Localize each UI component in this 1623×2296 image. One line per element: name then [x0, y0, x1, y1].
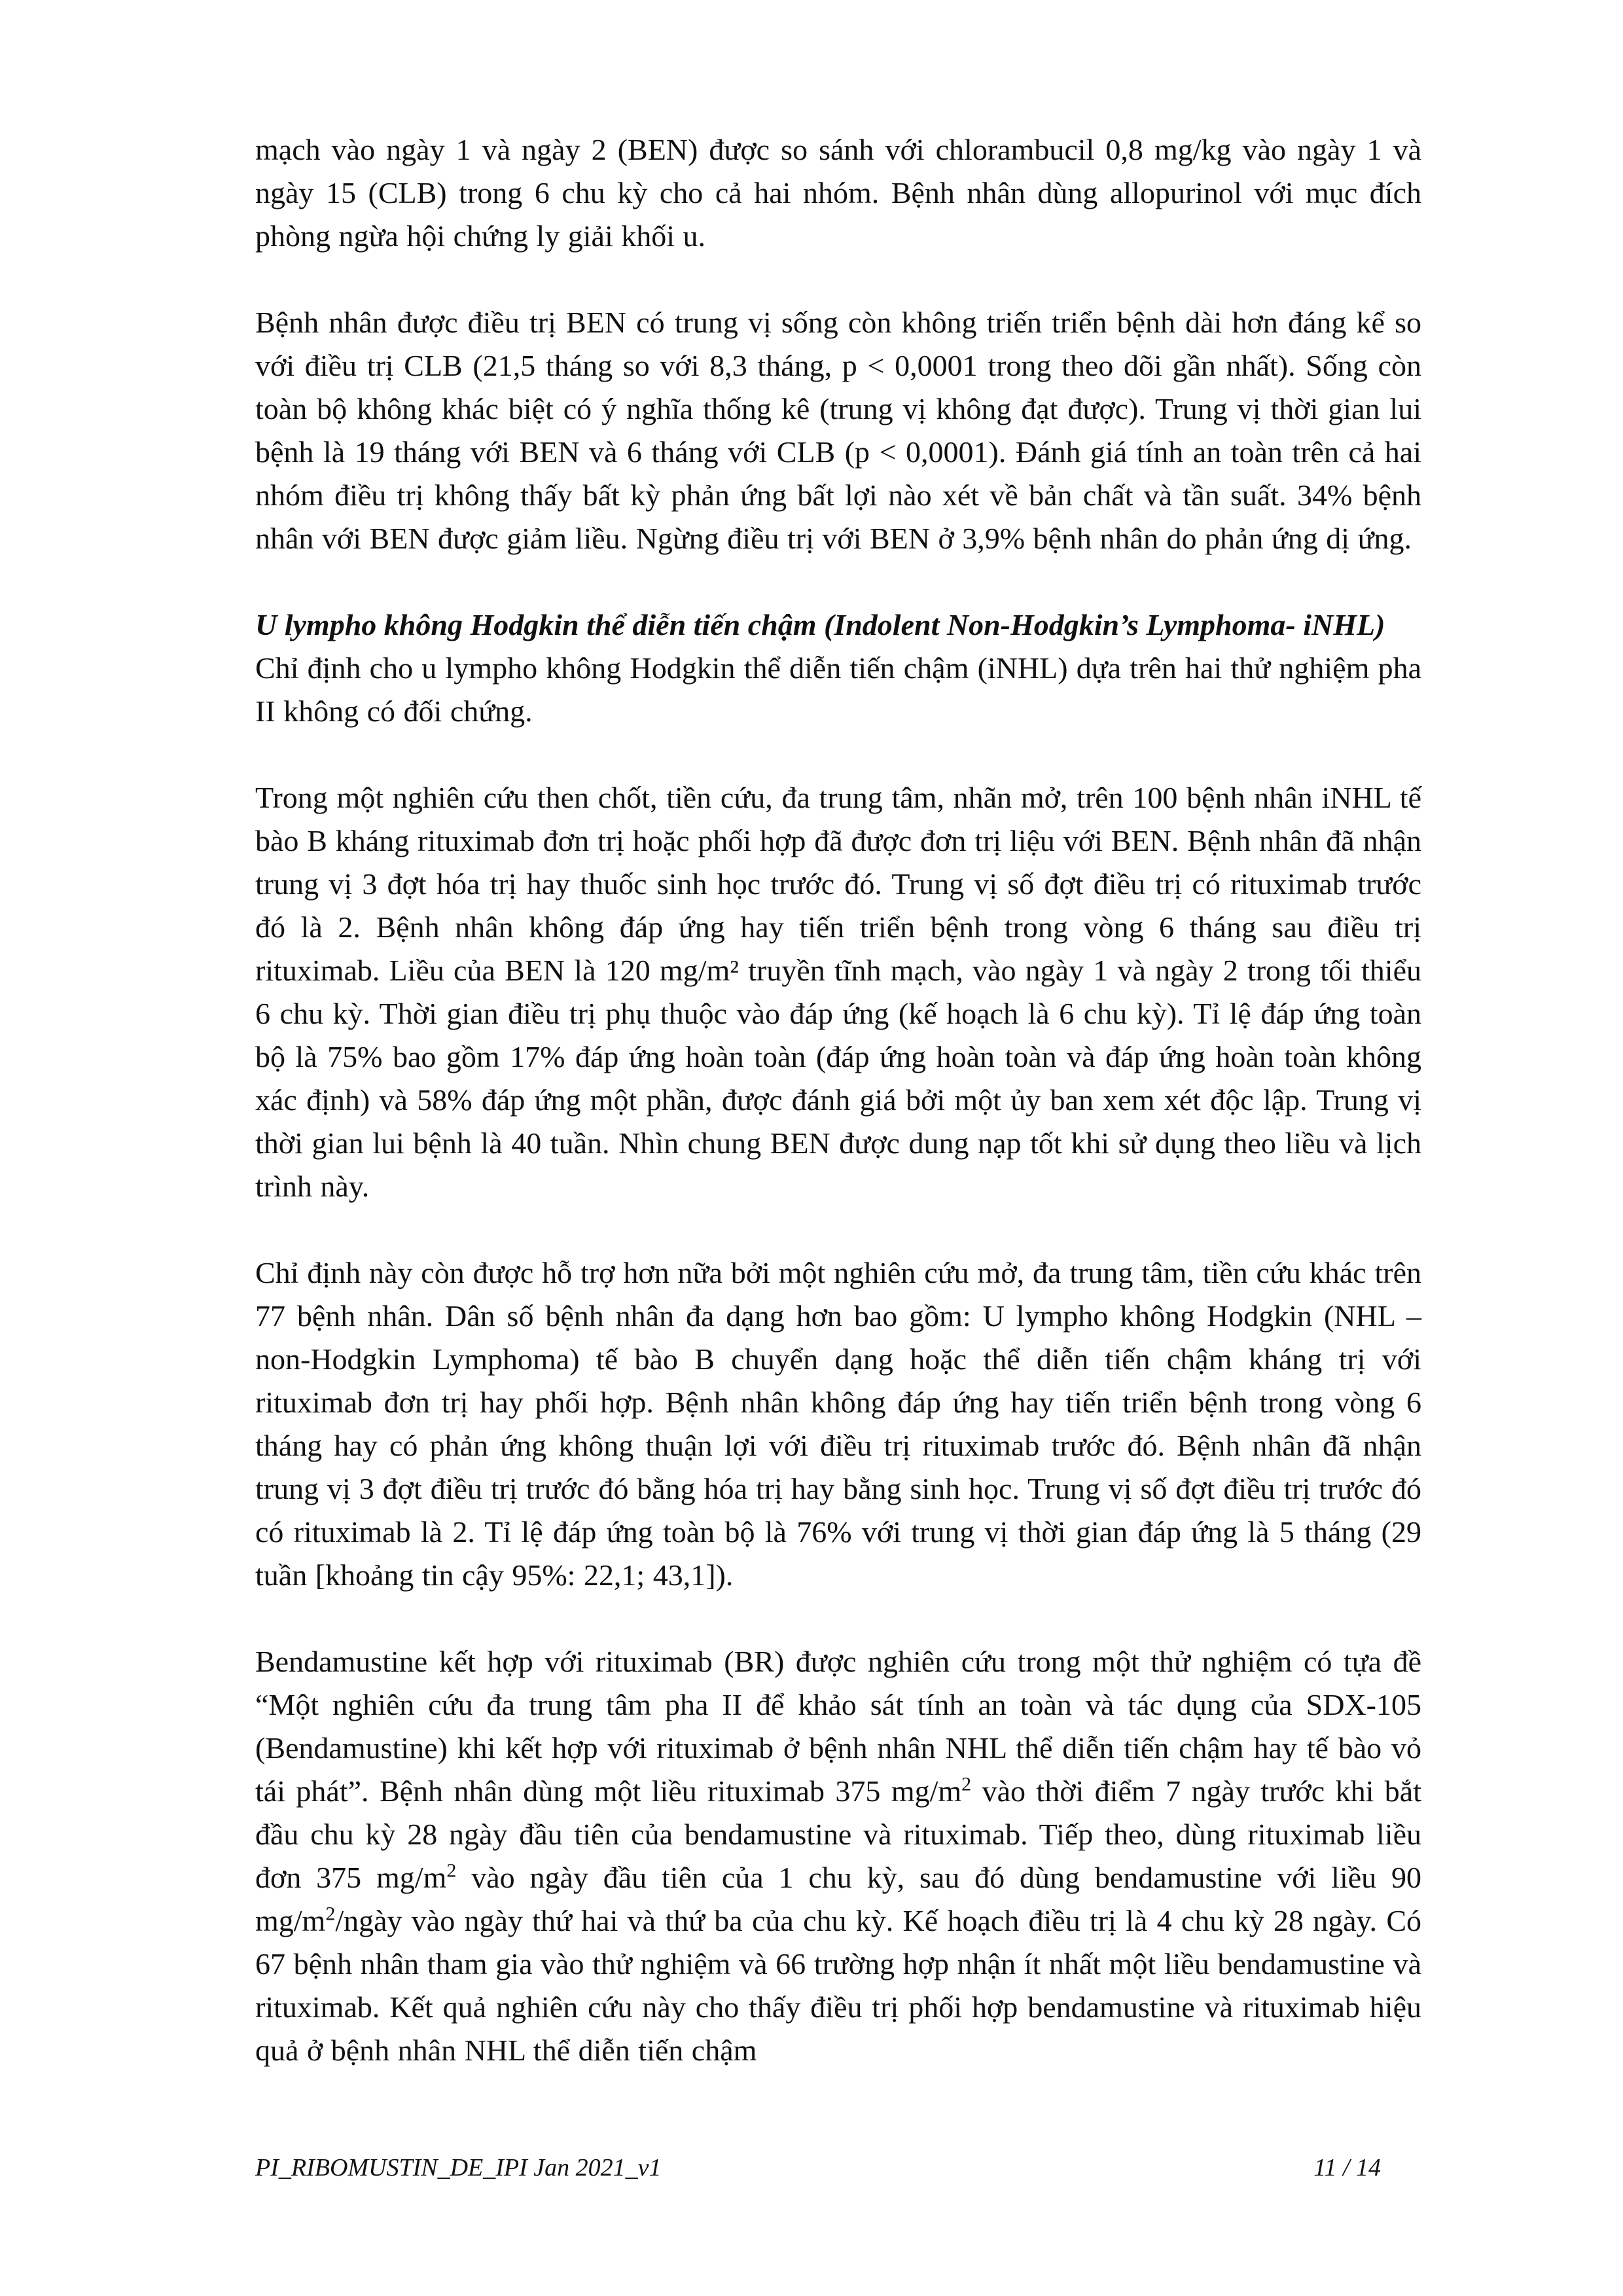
paragraph-text: Bendamustine kết hợp với rituximab (BR) được nghiên cứu trong một thử nghiệm có tựa đề “Một nghiên cứu đa trung tâm pha II để khảo sát tính an toàn và tác dụng của SDX-105 (Bendamustine) khi kết hợp với rituximab ở bệnh nhân NHL thể diễn tiến chậm hay tế bào vỏ tái phát”. Bệnh nhân dùng một liều rituximab 375 mg/m [255, 1645, 1421, 1808]
paragraph-inhl-pivotal-study [255, 776, 1421, 1208]
paragraph-text: Trong một nghiên cứu then chốt, tiền cứu, đa trung tâm, nhãn mở, trên 100 bệnh nhân iNHL tế bào B kháng rituximab đơn trị hoặc phối hợp đã được đơn trị liệu với BEN. Bệnh nhân đã nhận trung vị 3 đợt hóa trị hay thuốc sinh học trước đó. Trung vị số đợt điều trị có rituximab trước đó là 2. Bệnh nhân không đáp ứng hay tiến triển bệnh trong vòng 6 tháng sau điều trị rituximab. Liều của BEN là 120 mg/m² [255, 781, 1421, 987]
footer-page-number: 11 / 14 [1313, 2154, 1381, 2181]
superscript: 2 [446, 1859, 457, 1882]
superscript: 2 [961, 1773, 972, 1795]
paragraph-cll-study-design: mạch vào ngày 1 và ngày 2 (BEN) được so sánh với chlorambucil 0,8 mg/kg vào ngày 1 và ngày 15 (CLB) trong 6 chu kỳ cho cả hai nhóm. Bệnh nhân dùng allopurinol với mục đích phòng ngừa hội chứng ly giải khối u. [255, 133, 1421, 253]
paragraph-text: truyền tĩnh mạch, vào ngày 1 và ngày 2 trong tối thiểu 6 chu kỳ. Thời gian điều trị phụ thuộc vào đáp ứng (kế hoạch là 6 chu kỳ). Tỉ lệ đáp ứng toàn bộ là 75% bao gồm 17% đáp ứng hoàn toàn (đáp ứng hoàn toàn và đáp ứng hoàn toàn không xác định) và 58% đáp ứng một phần, được đánh giá bởi một ủy ban xem xét độc lập. Trung vị thời gian lui bệnh là 40 tuần. Nhìn chung BEN được dung nạp tốt khi sử dụng theo liều và lịch trình này. [255, 954, 1421, 1203]
paragraph-inhl-indication: Chỉ định cho u lympho không Hodgkin thể diễn tiến chậm (iNHL) dựa trên hai thử nghiệm pha II không có đối chứng. [255, 651, 1421, 728]
section-heading-inhl: U lympho không Hodgkin thể diễn tiến chậm (Indolent Non-Hodgkin’s Lymphoma- iNHL) [255, 608, 1385, 641]
paragraph-inhl-supporting-study: Chỉ định này còn được hỗ trợ hơn nữa bởi một nghiên cứu mở, đa trung tâm, tiền cứu khác trên 77 bệnh nhân. Dân số bệnh nhân đa dạng hơn bao gồm: U lympho không Hodgkin (NHL – non-Hodgkin Lymphoma) tế bào B chuyển dạng hoặc thể diễn tiến chậm kháng trị với rituximab đơn trị hay phối hợp. Bệnh nhân không đáp ứng hay tiến triển bệnh trong vòng 6 tháng hay có phản ứng không thuận lợi với điều trị rituximab trước đó. Bệnh nhân đã nhận trung vị 3 đợt điều trị trước đó bằng hóa trị hay bằng sinh học. Trung vị số đợt điều trị trước đó có rituximab là 2. Tỉ lệ đáp ứng toàn bộ là 76% với trung vị thời gian đáp ứng là 5 tháng (29 tuần [khoảng tin cậy 95%: 22,1; 43,1]). [255, 1256, 1421, 1592]
paragraph-text: vào thời điểm 7 ngày trước khi bắt đầu chu kỳ 28 ngày đầu tiên của bendamustine và rituximab. Tiếp theo, dùng rituximab liều đơn 375 mg/m [255, 1774, 1421, 1894]
paragraph-text: vào ngày đầu tiên của 1 chu kỳ, sau đó dùng bendamustine với liều 90 mg/m [255, 1861, 1422, 1937]
paragraph-text: /ngày vào ngày thứ hai và thứ ba của chu kỳ. Kế hoạch điều trị là 4 chu kỳ 28 ngày. Có 67 bệnh nhân tham gia vào thử nghiệm và 66 trường hợp nhận ít nhất một liều bendamustine và rituximab. Kết quả nghiên cứu này cho thấy điều trị phối hợp bendamustine và rituximab hiệu quả ở bệnh nhân NHL thể diễn tiến chậm [255, 1904, 1421, 2067]
paragraph-cll-results: Bệnh nhân được điều trị BEN có trung vị sống còn không triến triển bệnh dài hơn đáng kể so với điều trị CLB (21,5 tháng so với 8,3 tháng, p < 0,0001 trong theo dõi gần nhất). Sống còn toàn bộ không khác biệt có ý nghĩa thống kê (trung vị không đạt được). Trung vị thời gian lui bệnh là 19 tháng với BEN và 6 tháng với CLB (p < 0,0001). Đánh giá tính an toàn trên cả hai nhóm điều trị không thấy bất kỳ phản ứng bất lợi nào xét về bản chất và tần suất. 34% bệnh nhân với BEN được giảm liều. Ngừng điều trị với BEN ở 3,9% bệnh nhân do phản ứng dị ứng. [255, 306, 1421, 555]
paragraph-br-study [255, 1640, 1421, 2072]
footer-document-id: PI_RIBOMUSTIN_DE_IPI Jan 2021_v1 [255, 2154, 662, 2181]
superscript: 2 [325, 1903, 336, 1925]
document-body [255, 128, 1421, 2115]
